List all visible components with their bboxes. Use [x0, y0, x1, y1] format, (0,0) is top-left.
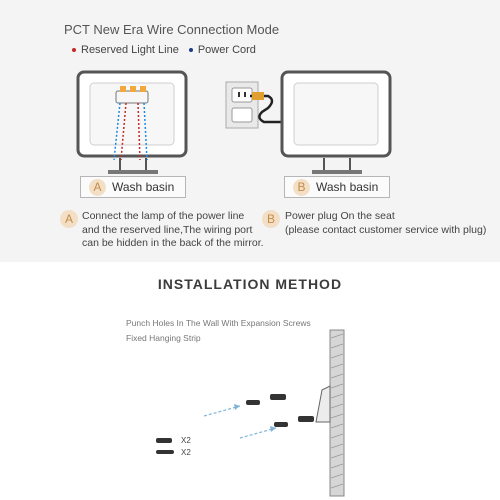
- legend-label-reserved: Reserved Light Line: [81, 44, 179, 56]
- option-a-letter: A: [89, 179, 106, 196]
- option-a-badge: A: [60, 210, 78, 228]
- installation-line-2: Fixed Hanging Strip: [126, 333, 201, 343]
- option-a-description: [82, 210, 264, 251]
- option-b-badge: B: [262, 210, 280, 228]
- option-b-description: [285, 210, 486, 237]
- wash-basin-b-label: Wash basin: [316, 180, 379, 194]
- option-a-line-3: can be hidden in the back of the mirror.: [82, 237, 264, 249]
- option-a-line-2: and the reserved line,The wiring port: [82, 223, 253, 236]
- installation-diagram: [0, 290, 500, 500]
- installation-line-1: Punch Holes In The Wall With Expansion Screws: [126, 318, 311, 328]
- wash-basin-a: [80, 176, 186, 198]
- option-b-line-1: Power plug On the seat: [285, 210, 395, 222]
- option-b-line-2: (please contact customer service with plug): [285, 223, 487, 236]
- screw-icon: [156, 450, 174, 454]
- installation-title: INSTALLATION METHOD: [157, 276, 343, 292]
- anchor-icon: [156, 438, 172, 443]
- legend-label-power: Power Cord: [197, 44, 256, 56]
- option-b-letter: B: [293, 179, 310, 196]
- wash-basin-a-label: Wash basin: [112, 180, 175, 194]
- option-a-line-1: Connect the lamp of the power line: [82, 210, 245, 222]
- wash-basin-b: [284, 176, 390, 198]
- page-title: PCT New Era Wire Connection Mode: [64, 22, 280, 37]
- screw-qty: X2: [181, 448, 191, 457]
- anchor-qty: X2: [181, 436, 191, 445]
